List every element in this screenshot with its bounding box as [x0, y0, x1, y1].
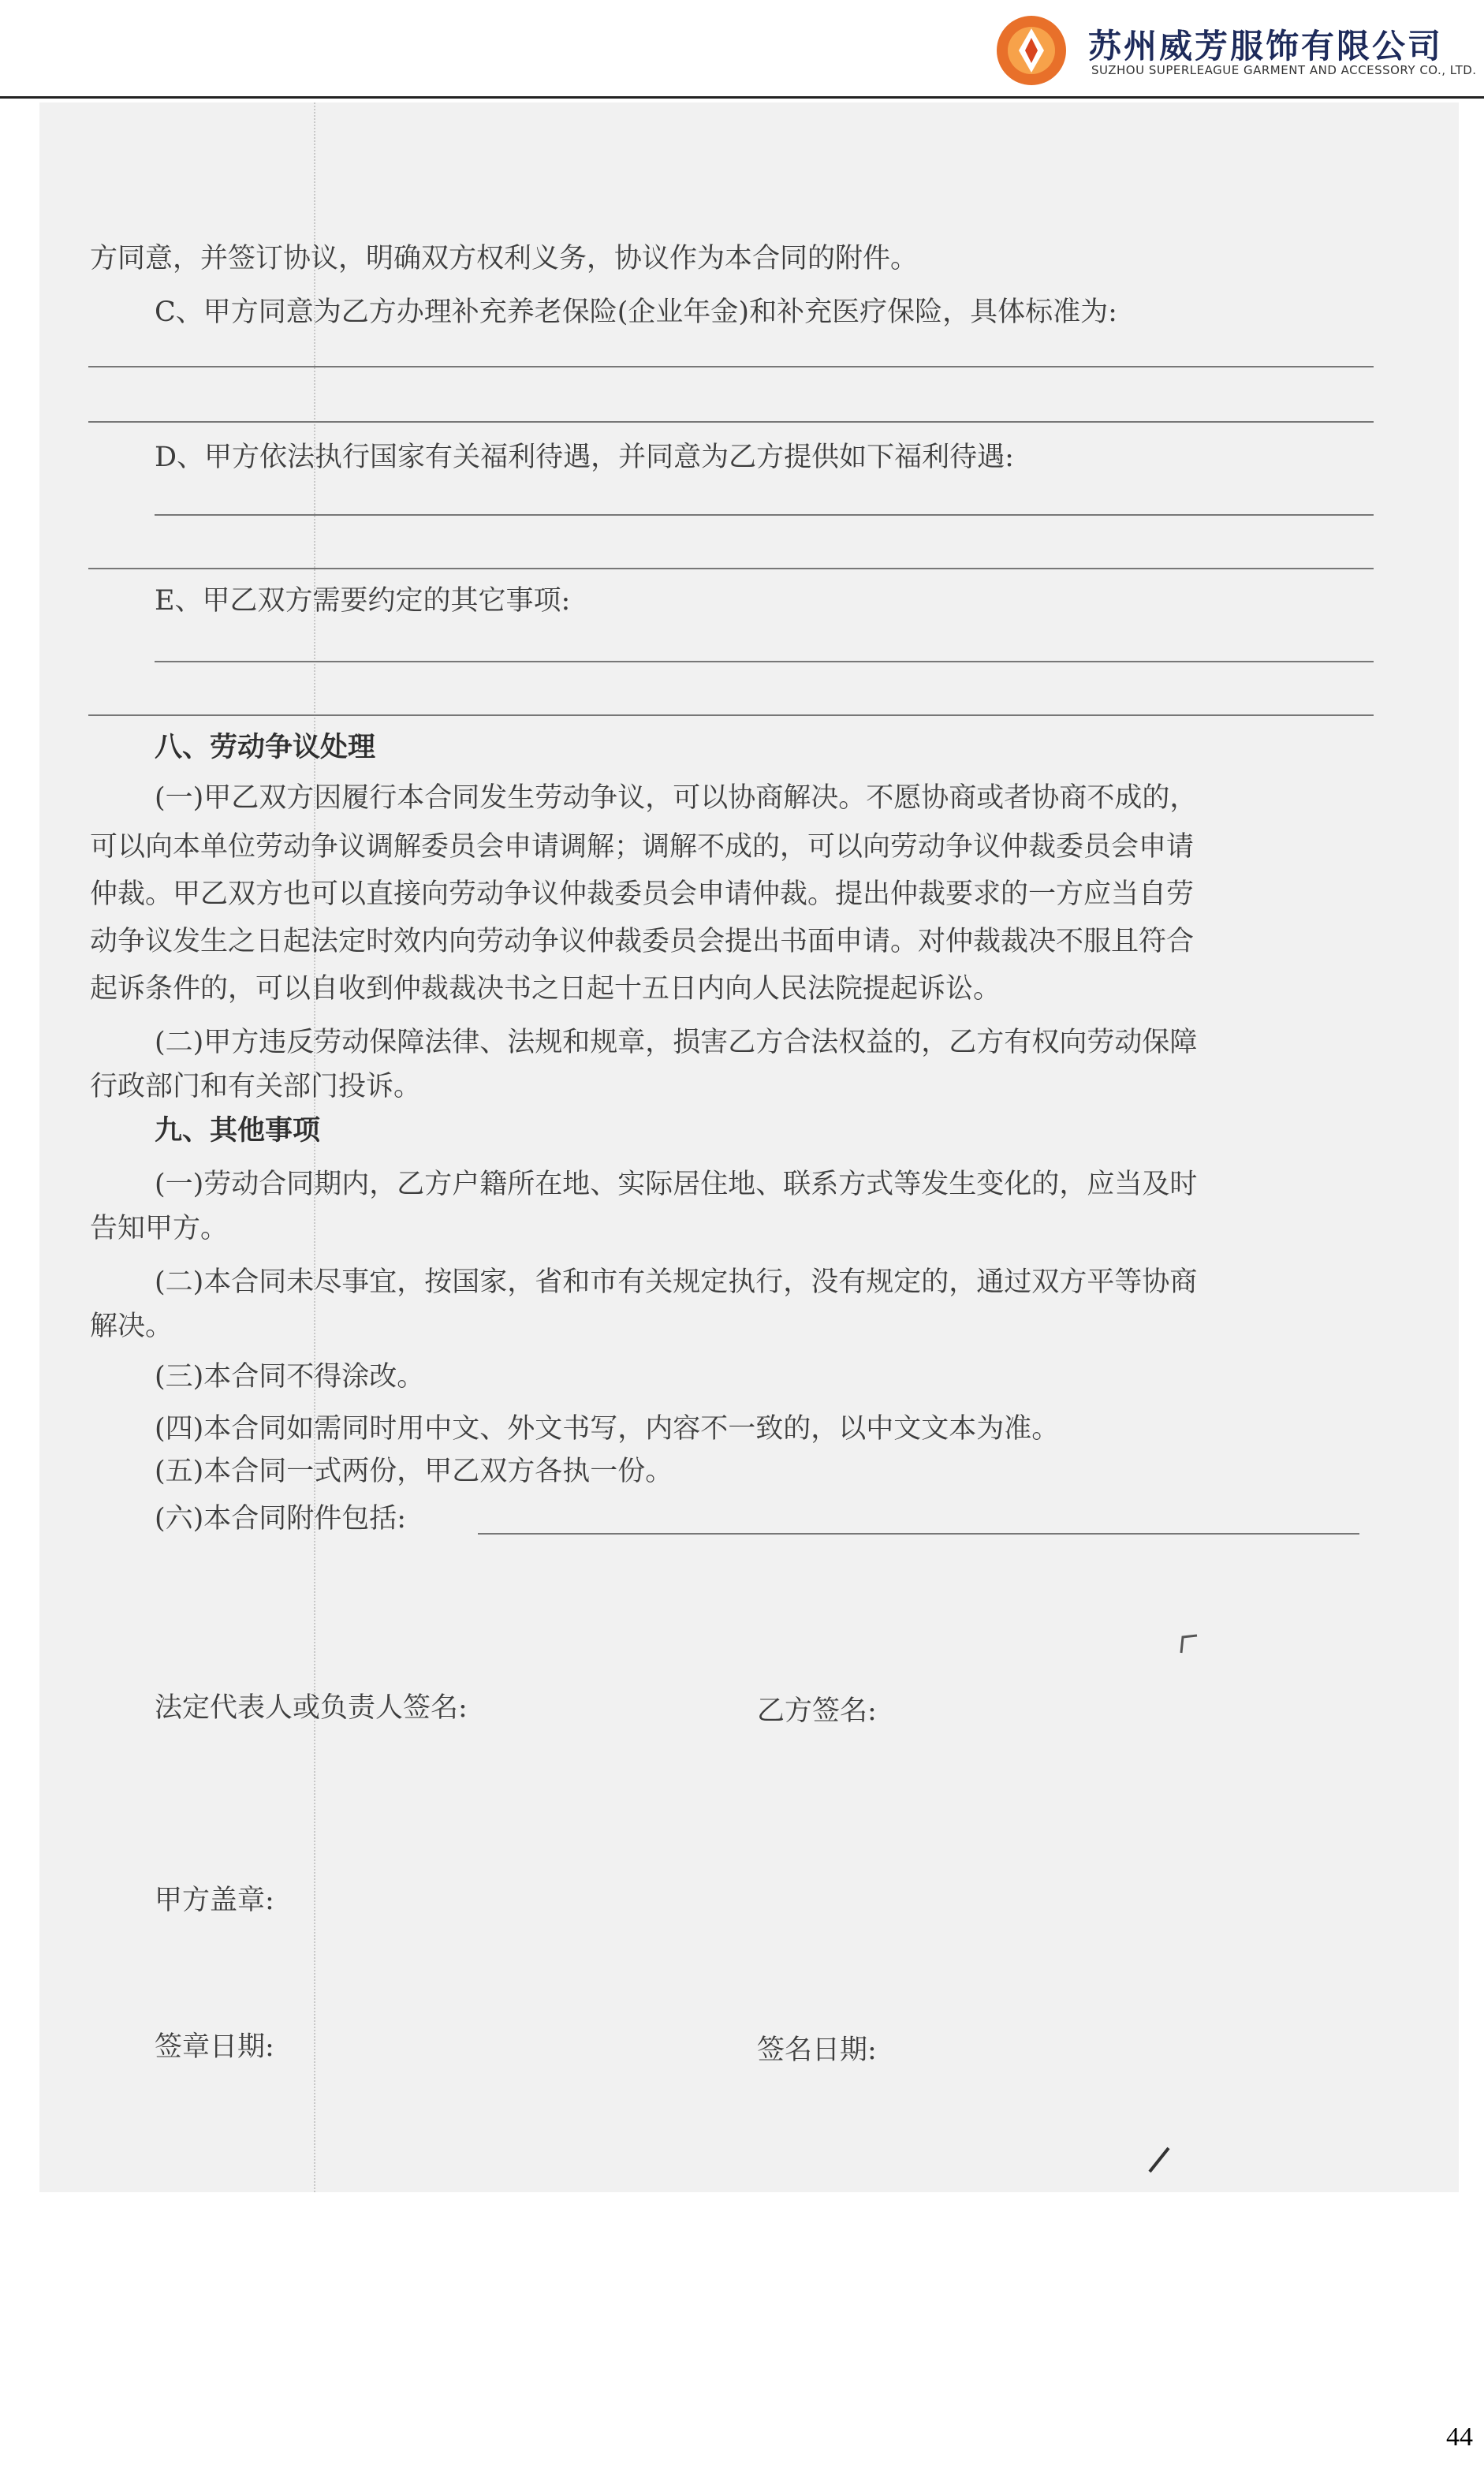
text-line: 方同意，并签订协议，明确双方权利义务，协议作为本合同的附件。 — [90, 243, 919, 274]
fill-in-line — [155, 661, 1374, 662]
party-b-signature-label: 乙方签名: — [757, 1695, 877, 1727]
scan-mark-icon — [1178, 1632, 1202, 1656]
paragraph-line: 解决。 — [90, 1311, 173, 1342]
paragraph-line: (四)本合同如需同时用中文、外文书写，内容不一致的，以中文文本为准。 — [155, 1413, 1060, 1445]
fill-in-line — [88, 421, 1374, 423]
paragraph-line: 可以向本单位劳动争议调解委员会申请调解；调解不成的，可以向劳动争议仲裁委员会申请 — [90, 831, 1195, 863]
section-8-title: 八、劳动争议处理 — [155, 731, 376, 763]
paragraph-line: (五)本合同一式两份，甲乙双方各执一份。 — [155, 1456, 673, 1487]
attachment-fill-in-line — [478, 1533, 1359, 1535]
fill-in-line — [88, 714, 1374, 716]
company-logo-icon — [995, 14, 1068, 87]
paragraph-line: (二)本合同未尽事宜，按国家，省和市有关规定执行，没有规定的，通过双方平等协商 — [155, 1266, 1198, 1298]
seal-date-label: 签章日期: — [155, 2031, 274, 2063]
fill-in-line — [88, 366, 1374, 367]
paragraph-line: (一)劳动合同期内，乙方户籍所在地、实际居住地、联系方式等发生变化的，应当及时 — [155, 1169, 1198, 1200]
paragraph-line: 告知甲方。 — [90, 1213, 229, 1244]
page-number: 44 — [1446, 2422, 1473, 2452]
header-divider — [0, 96, 1484, 99]
company-name-cn: 苏州威芳服饰有限公司 — [1088, 27, 1444, 65]
clause-c: C、甲方同意为乙方办理补充养老保险(企业年金)和补充医疗保险，具体标准为: — [155, 297, 1117, 328]
paragraph-line: (二)甲方违反劳动保障法律、法规和规章，损害乙方合法权益的，乙方有权向劳动保障 — [155, 1027, 1198, 1058]
party-a-seal-label: 甲方盖章: — [155, 1885, 274, 1916]
fill-in-line — [155, 514, 1374, 516]
fill-in-line — [88, 568, 1374, 569]
page-header — [0, 0, 1484, 99]
paragraph-line: 动争议发生之日起法定时效内向劳动争议仲裁委员会提出书面申请。对仲裁裁决不服且符合 — [90, 926, 1195, 957]
paragraph-line: (三)本合同不得涂改。 — [155, 1361, 425, 1393]
paragraph-line: 起诉条件的，可以自收到仲裁裁决书之日起十五日内向人民法院提起诉讼。 — [90, 973, 1001, 1005]
paragraph-line: (一)甲乙双方因履行本合同发生劳动争议，可以协商解决。不愿协商或者协商不成的， — [155, 782, 1198, 814]
pen-stroke-icon — [1145, 2143, 1176, 2175]
clause-d: D、甲方依法执行国家有关福利待遇，并同意为乙方提供如下福利待遇: — [155, 442, 1014, 473]
paragraph-line: (六)本合同附件包括: — [155, 1503, 407, 1535]
paragraph-line: 行政部门和有关部门投诉。 — [90, 1071, 422, 1102]
sign-date-label: 签名日期: — [757, 2035, 877, 2066]
paragraph-line: 仲裁。甲乙双方也可以直接向劳动争议仲裁委员会申请仲裁。提出仲裁要求的一方应当自劳 — [90, 878, 1195, 910]
section-9-title: 九、其他事项 — [155, 1114, 321, 1147]
legal-rep-signature-label: 法定代表人或负责人签名: — [155, 1692, 468, 1724]
clause-e: E、甲乙双方需要约定的其它事项: — [155, 585, 571, 617]
company-name-en: SUZHOU SUPERLEAGUE GARMENT AND ACCESSORY CO., LTD. — [1091, 63, 1477, 77]
